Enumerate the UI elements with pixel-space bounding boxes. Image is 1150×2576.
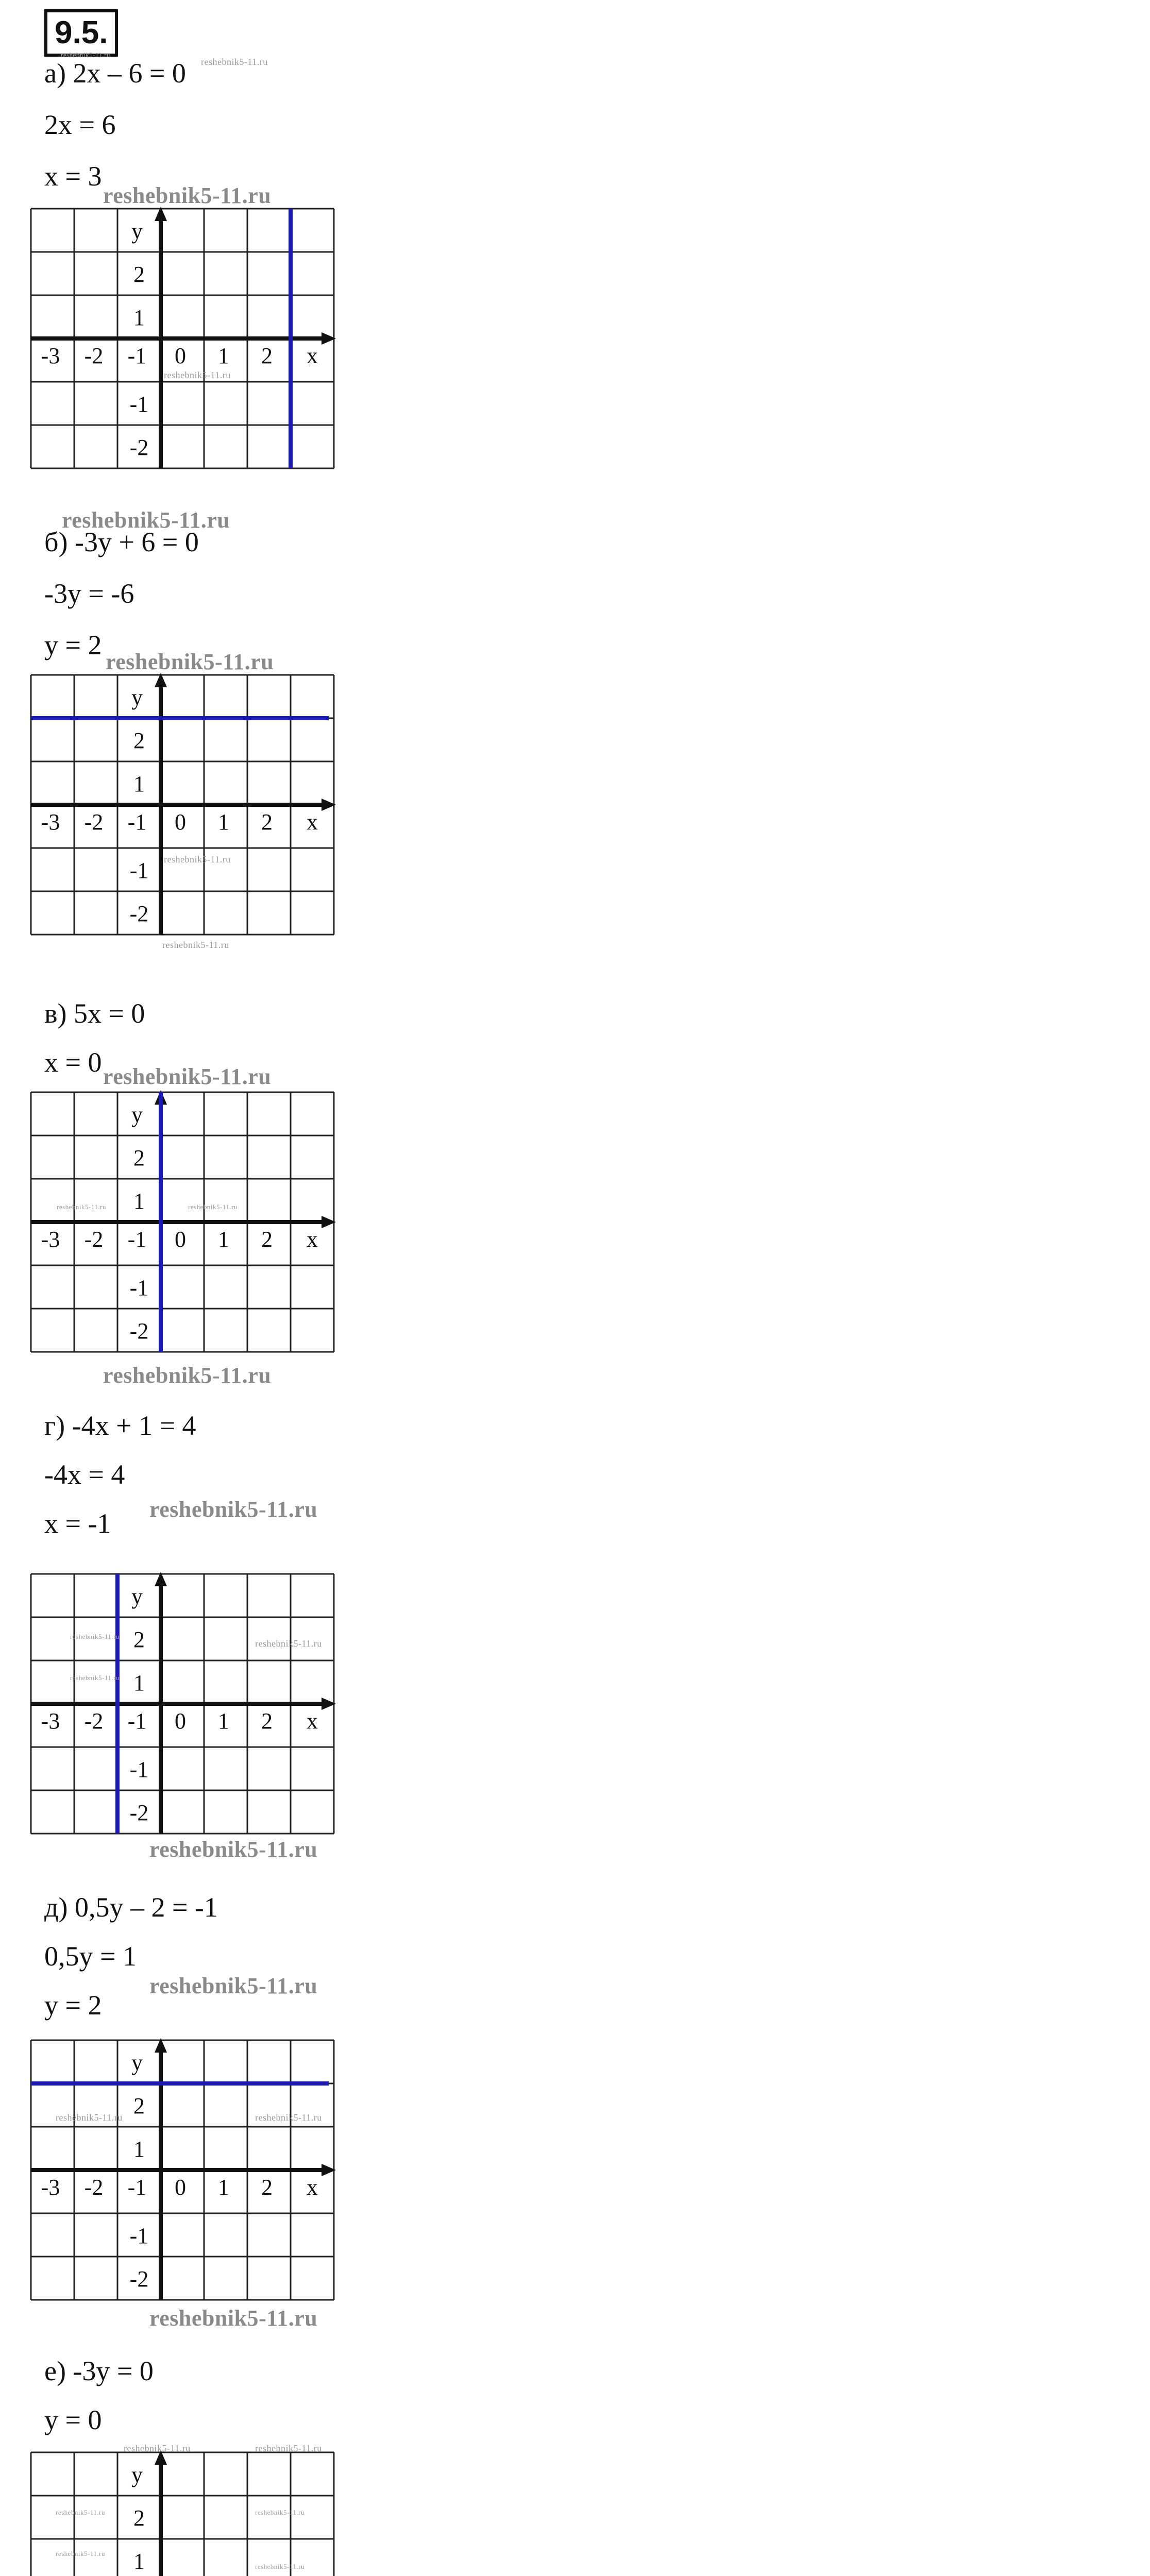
y-tick-label: 1 [133,2549,145,2574]
x-tick-label: 2 [261,343,273,368]
step-b-1: -3y = -6 [44,578,134,609]
x-tick-label: -2 [84,2175,104,2200]
watermark: reshebnik5-11.ru [164,370,231,380]
step-e-1: y = 0 [44,2404,102,2435]
step-d-2: y = 2 [44,1990,102,2021]
x-tick-label: -1 [127,809,147,835]
y-tick-label: -1 [129,858,149,883]
x-tick-label: 0 [175,343,186,368]
watermark: reshebnik5-11.ru [188,1203,238,1211]
watermark: reshebnik5-11.ru [255,2563,305,2570]
watermark: reshebnik5-11.ru [162,940,229,950]
y-tick-label: 1 [133,771,145,796]
y-tick-label: 2 [133,728,145,753]
x-axis-label: x [307,343,318,368]
watermark: reshebnik5-11.ru [56,2509,105,2516]
y-tick-label: -2 [129,2266,149,2292]
x-tick-label: -3 [41,1708,60,1734]
equation-e: е) -3y = 0 [44,2355,154,2386]
x-tick-label: -2 [84,809,104,835]
equation-d: д) 0,5y – 2 = -1 [44,1892,218,1923]
x-axis-label: x [307,1227,318,1252]
x-tick-label: 2 [261,1227,273,1252]
y-tick-label: -2 [129,435,149,460]
y-axis-label: y [131,1584,143,1609]
watermark: reshebnik5-11.ru [149,1973,318,1998]
x-tick-label: 0 [175,1227,186,1252]
y-tick-label: 1 [133,1670,145,1696]
exercise-number: 9.5. [44,9,118,57]
equation-b: б) -3y + 6 = 0 [44,527,199,557]
y-tick-label: -2 [129,1318,149,1344]
x-tick-label: 1 [218,343,229,368]
x-tick-label: -2 [84,1227,104,1252]
x-tick-label: -1 [127,1708,147,1734]
graph-g [31,1574,340,1847]
y-tick-label: -1 [129,392,149,417]
watermark: reshebnik5-11.ru [149,1837,318,1862]
graph-b [31,675,340,948]
x-tick-label: -1 [127,343,147,368]
equation-v: в) 5x = 0 [44,998,145,1029]
step-g-2: x = -1 [44,1508,111,1539]
x-tick-label: 1 [218,809,229,835]
y-tick-label: -1 [129,2223,149,2248]
x-tick-label: -3 [41,1227,60,1252]
x-tick-label: 1 [218,2175,229,2200]
watermark: reshebnik5-11.ru [103,1363,272,1388]
x-tick-label: -3 [41,2175,60,2200]
x-tick-label: 0 [175,2175,186,2200]
y-axis-label: y [131,685,143,710]
watermark: reshebnik5-11.ru [255,2443,322,2453]
step-d-1: 0,5y = 1 [44,1941,137,1972]
x-tick-label: -2 [84,343,104,368]
x-axis-label: x [307,2175,318,2200]
watermark: reshebnik5-11.ru [61,51,110,59]
step-a-2: x = 3 [44,161,102,192]
watermark: reshebnik5-11.ru [164,854,231,865]
x-axis-label: x [307,809,318,835]
step-g-1: -4x = 4 [44,1459,125,1490]
watermark: reshebnik5-11.ru [149,2306,318,2331]
watermark: reshebnik5-11.ru [57,1203,106,1211]
y-tick-label: 2 [133,1627,145,1652]
y-tick-label: -1 [129,1275,149,1300]
equation-g: г) -4x + 1 = 4 [44,1410,196,1441]
y-axis-label: y [131,1102,143,1127]
x-tick-label: 0 [175,809,186,835]
y-tick-label: 1 [133,1189,145,1214]
watermark: reshebnik5-11.ru [70,1633,120,1640]
y-tick-label: -2 [129,901,149,926]
x-axis-label: x [307,1708,318,1734]
x-tick-label: -3 [41,343,60,368]
step-b-2: y = 2 [44,630,102,660]
graph-d [31,2040,340,2313]
x-tick-label: 2 [261,1708,273,1734]
x-tick-label: -1 [127,2175,147,2200]
graph-a [31,209,340,482]
y-tick-label: 2 [133,1145,145,1171]
equation-a: а) 2x – 6 = 0 [44,58,186,89]
watermark: reshebnik5-11.ru [56,2112,123,2123]
x-tick-label: 0 [175,1708,186,1734]
y-axis-label: y [131,2050,143,2075]
step-v-1: x = 0 [44,1047,102,1078]
watermark: reshebnik5-11.ru [103,1064,272,1089]
step-a-1: 2x = 6 [44,109,116,140]
x-tick-label: 2 [261,2175,273,2200]
watermark: reshebnik5-11.ru [56,2550,105,2557]
y-axis-label: y [131,218,143,244]
watermark: reshebnik5-11.ru [255,1638,322,1649]
watermark: reshebnik5-11.ru [149,1497,318,1522]
y-tick-label: -1 [129,1757,149,1782]
x-tick-label: -2 [84,1708,104,1734]
watermark: reshebnik5-11.ru [255,2509,305,2516]
watermark: reshebnik5-11.ru [106,649,274,674]
watermark: reshebnik5-11.ru [124,2443,191,2453]
x-tick-label: 2 [261,809,273,835]
watermark: reshebnik5-11.ru [103,183,272,208]
x-tick-label: 1 [218,1708,229,1734]
watermark: reshebnik5-11.ru [255,2112,322,2123]
y-tick-label: -2 [129,1800,149,1825]
y-axis-label: y [131,2462,143,2487]
x-tick-label: -1 [127,1227,147,1252]
graph-v [31,1092,340,1365]
watermark: reshebnik5-11.ru [62,507,230,533]
x-tick-label: 1 [218,1227,229,1252]
y-tick-label: 1 [133,305,145,330]
y-tick-label: 1 [133,2137,145,2162]
y-tick-label: 2 [133,262,145,287]
y-tick-label: 2 [133,2093,145,2119]
watermark: reshebnik5-11.ru [201,57,268,67]
x-tick-label: -3 [41,809,60,835]
y-tick-label: 2 [133,2505,145,2531]
watermark: reshebnik5-11.ru [70,1674,120,1682]
